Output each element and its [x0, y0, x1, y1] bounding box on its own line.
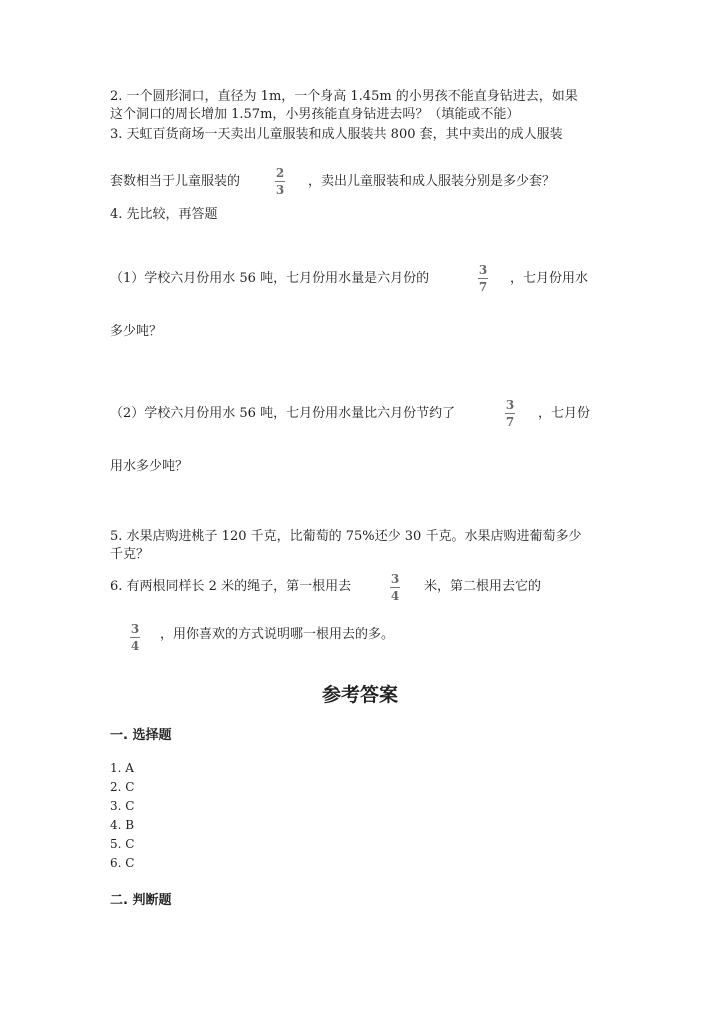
q6-line2: ，用你喜欢的方式说明哪一根用去的多。 [160, 627, 395, 642]
q6-fraction2 [130, 622, 140, 653]
fraction-denominator: 3 [275, 183, 285, 197]
q5-line2: 千克？ [110, 547, 150, 562]
fraction-denominator: 7 [478, 280, 488, 294]
fraction-bar [130, 637, 140, 638]
fraction-bar [390, 587, 400, 588]
answer-item: 3. C [110, 799, 135, 813]
q4-part1-fraction [478, 263, 488, 294]
answer-item: 5. C [110, 837, 135, 851]
fraction-denominator: 4 [130, 639, 140, 653]
q6-line1-end: 米，第二根用去它的 [424, 579, 542, 594]
fraction-numerator: 2 [275, 166, 285, 180]
q5-line1: 5. 水果店购进桃子 120 千克，比葡萄的 75%还少 30 千克。水果店购进葡萄多少 [110, 529, 582, 544]
q4-title: 4. 先比较，再答题 [110, 207, 218, 222]
q4-part1-cont: 多少吨？ [110, 324, 163, 339]
fraction-denominator: 4 [390, 589, 400, 603]
q4-part2-start: （2）学校六月份用水 56 吨，七月份用水量比六月份节约了 [110, 406, 456, 421]
q4-part1-start: （1）学校六月份用水 56 吨，七月份用水量是六月份的 [110, 271, 430, 286]
section-choice-heading: 一. 选择题 [110, 728, 172, 743]
answers-title: 参考答案 [321, 684, 398, 706]
answer-item: 4. B [110, 818, 135, 832]
fraction-numerator: 3 [478, 263, 488, 277]
q4-part2-end: ，七月份 [538, 406, 591, 421]
fraction-numerator: 3 [130, 622, 140, 636]
fraction-bar [275, 181, 285, 182]
q3-line2-start: 套数相当于儿童服装的 [110, 174, 241, 189]
q4-part2-cont: 用水多少吨？ [110, 459, 189, 474]
q6-fraction1 [390, 572, 400, 603]
fraction-bar [505, 413, 515, 414]
q6-line1-start: 6. 有两根同样长 2 米的绳子，第一根用去 [110, 579, 352, 594]
q2-line2: 这个洞口的周长增加 1.57m，小男孩能直身钻进去吗？（填能或不能） [110, 107, 520, 122]
section-judgement-heading: 二. 判断题 [110, 893, 172, 908]
q3-line1: 3. 天虹百货商场一天卖出儿童服装和成人服装共 800 套，其中卖出的成人服装 [110, 127, 563, 142]
fraction-bar [478, 278, 488, 279]
fraction-numerator: 3 [390, 572, 400, 586]
answer-item: 1. A [110, 761, 134, 775]
q3-line2-end: ，卖出儿童服装和成人服装分别是多少套？ [308, 174, 556, 189]
q4-part1-end: ，七月份用水 [510, 271, 589, 286]
answer-item: 2. C [110, 780, 135, 794]
q3-fraction [275, 166, 285, 197]
q2-line1: 2. 一个圆形洞口，直径为 1m，一个身高 1.45m 的小男孩不能直身钻进去，如果 [110, 89, 578, 104]
fraction-numerator: 3 [505, 398, 515, 412]
q4-part2-fraction [505, 398, 515, 429]
answer-item: 6. C [110, 856, 135, 870]
fraction-denominator: 7 [505, 415, 515, 429]
